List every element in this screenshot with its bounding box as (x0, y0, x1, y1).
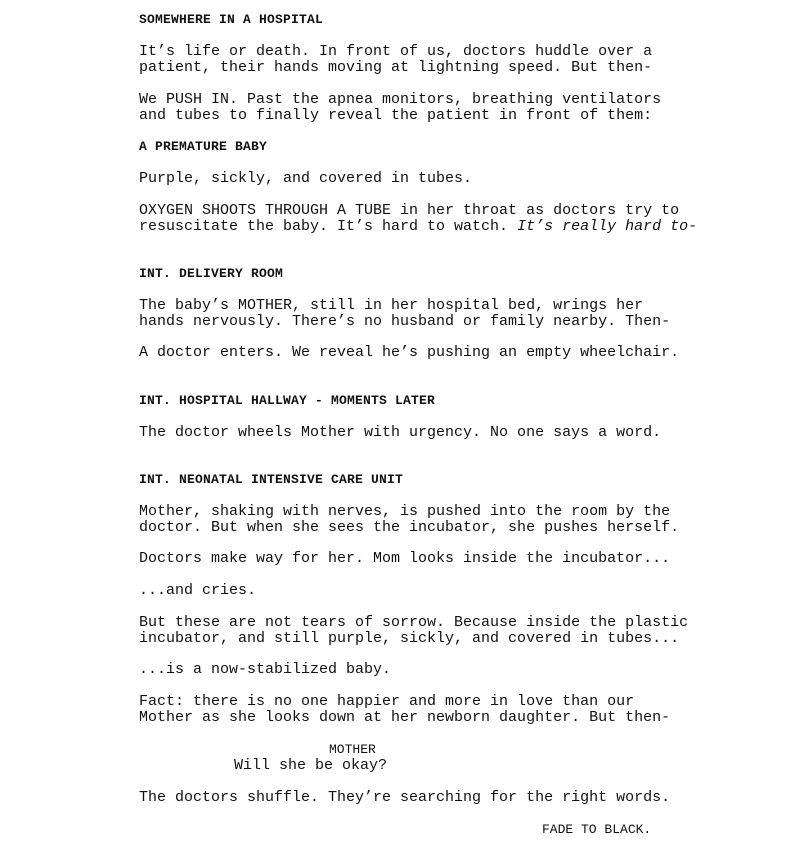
action-line: OXYGEN SHOOTS THROUGH A TUBE in her throat as doctors try to (139, 202, 680, 219)
action-line: We PUSH IN. Past the apnea monitors, breathing ventilators (139, 91, 662, 108)
scene-heading: INT. HOSPITAL HALLWAY - MOMENTS LATER (139, 393, 436, 408)
scene-heading: INT. NEONATAL INTENSIVE CARE UNIT (139, 472, 404, 487)
action-line: The doctors shuffle. They’re searching for the right words. (139, 789, 671, 806)
scene-heading: SOMEWHERE IN A HOSPITAL (139, 12, 324, 27)
action-line: ...is a now-stabilized baby. (139, 661, 392, 678)
action-line: But these are not tears of sorrow. Because inside the plastic (139, 614, 689, 631)
transition: FADE TO BLACK. (542, 822, 652, 837)
action-line: Purple, sickly, and covered in tubes. (139, 170, 473, 187)
character-name: MOTHER (329, 742, 376, 757)
action-line: hands nervously. There’s no husband or family nearby. Then- (139, 313, 671, 330)
action-line: The baby’s MOTHER, still in her hospital bed, wrings her (139, 297, 644, 314)
action-line: Doctors make way for her. Mom looks inside the incubator... (139, 550, 671, 567)
action-line: ...and cries. (139, 582, 257, 599)
action-line: incubator, and still purple, sickly, and covered in tubes... (139, 630, 680, 647)
action-line: and tubes to finally reveal the patient in front of them: (139, 107, 653, 124)
action-line: It’s life or death. In front of us, doctors huddle over a (139, 43, 653, 60)
action-line: patient, their hands moving at lightning speed. But then- (139, 59, 653, 76)
action-text-italic: It’s really hard to- (517, 218, 698, 235)
action-line: doctor. But when she sees the incubator, she pushes herself. (139, 519, 680, 536)
action-line: Mother as she looks down at her newborn daughter. But then- (139, 709, 671, 726)
subheading: A PREMATURE BABY (139, 139, 268, 154)
action-text: resuscitate the baby. It’s hard to watch. (139, 218, 518, 235)
action-line: Mother, shaking with nerves, is pushed into the room by the (139, 503, 671, 520)
action-line: The doctor wheels Mother with urgency. No one says a word. (139, 424, 662, 441)
action-line: Fact: there is no one happier and more in love than our (139, 693, 635, 710)
scene-heading: INT. DELIVERY ROOM (139, 266, 284, 281)
action-line (139, 219, 697, 235)
action-line: A doctor enters. We reveal he’s pushing an empty wheelchair. (139, 344, 680, 361)
dialogue-line: Will she be okay? (234, 757, 388, 774)
